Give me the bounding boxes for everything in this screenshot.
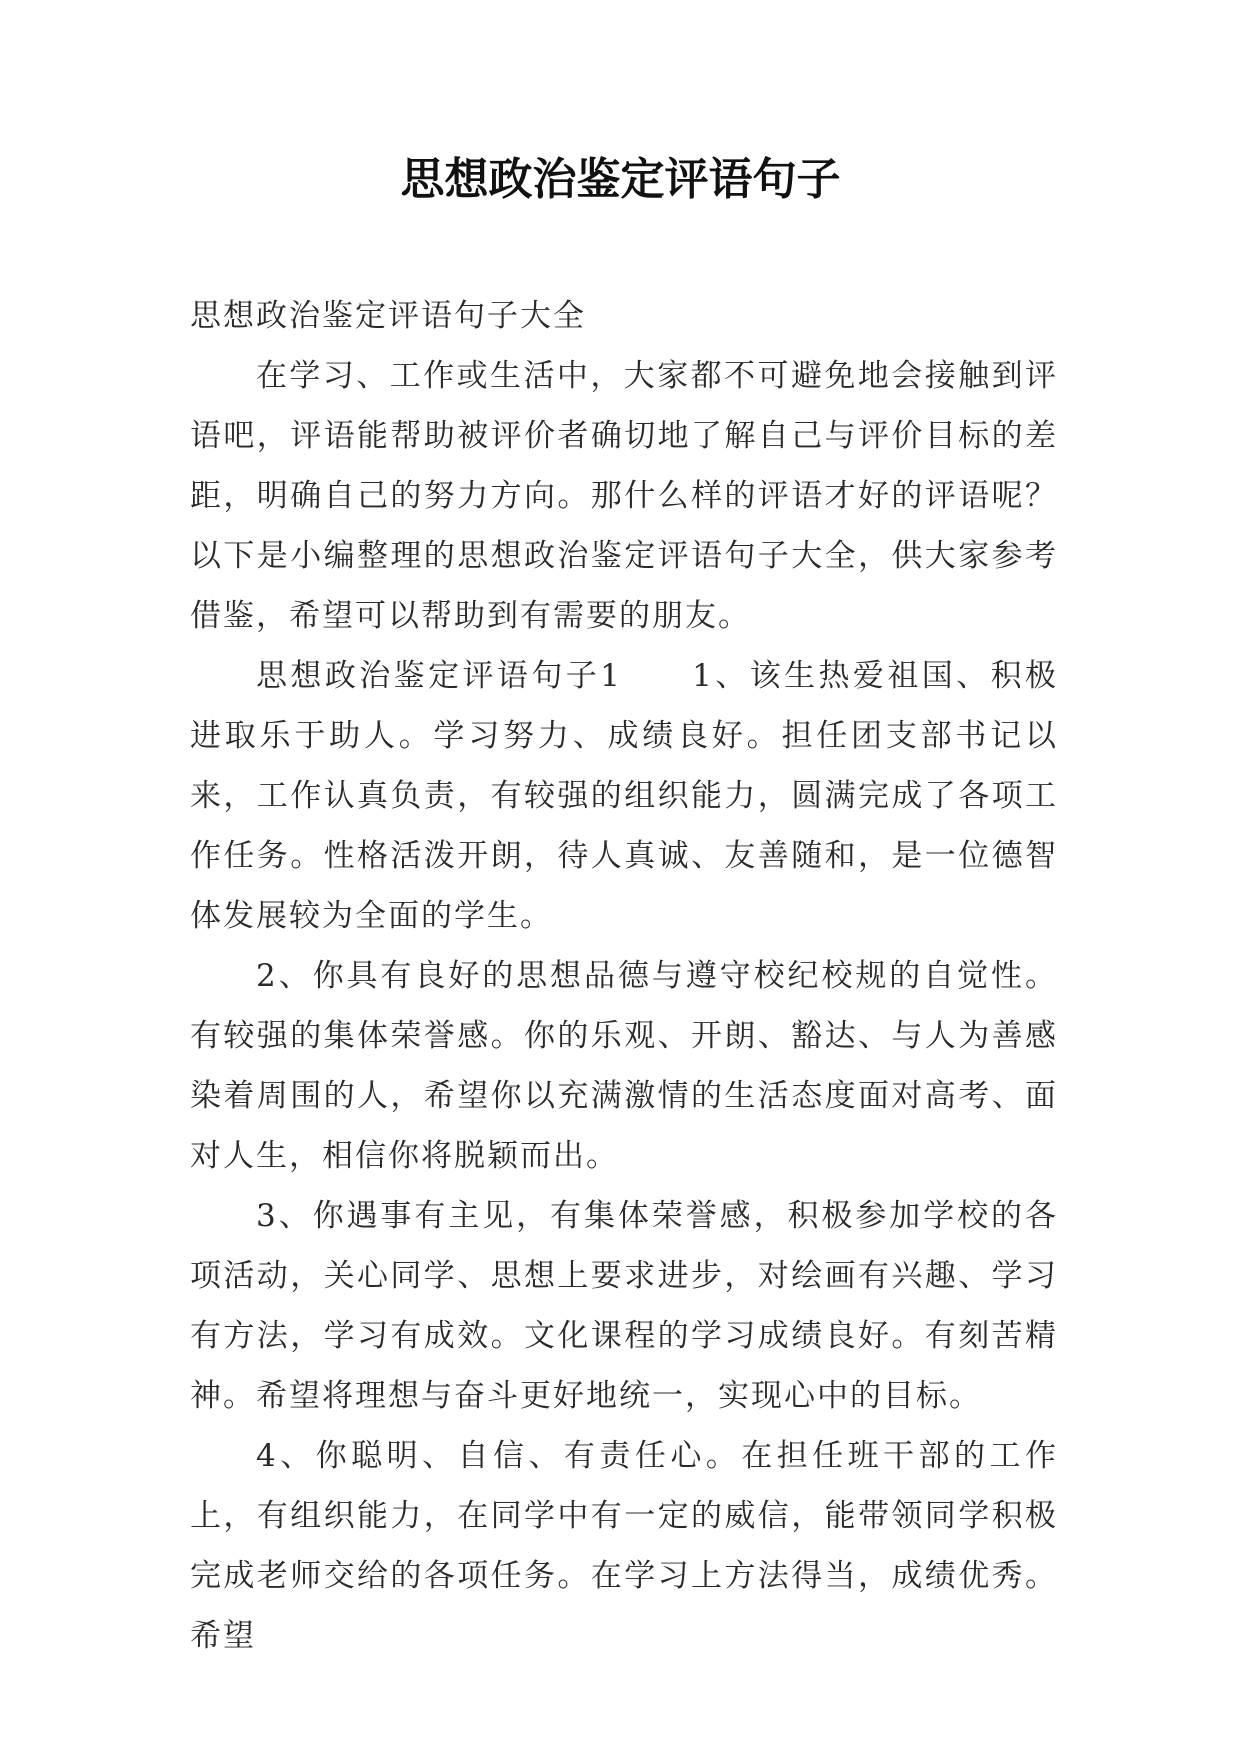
document-subtitle: 思想政治鉴定评语句子大全 [190, 298, 586, 334]
comment-paragraph-3: 3、你遇事有主见，有集体荣誉感，积极参加学校的各项活动，关心同学、思想上要求进步，对绘画有兴趣、学习有方法，学习有成效。文化课程的学习成绩良好。有刻苦精神。希望将理想与奋斗更好地统一，实现心中的目标。 [190, 1198, 1058, 1414]
comment-paragraph-4: 4、你聪明、自信、有责任心。在担任班干部的工作上，有组织能力，在同学中有一定的威信，能带领同学积极完成老师交给的各项任务。在学习上方法得当，成绩优秀。希望 [190, 1438, 1058, 1654]
document-title: 思想政治鉴定评语句子 [400, 154, 841, 205]
document-body [190, 286, 1058, 1666]
comment-paragraph-1: 思想政治鉴定评语句子1 1、该生热爱祖国、积极进取乐于助人。学习努力、成绩良好。担任团支部书记以来，工作认真负责，有较强的组织能力，圆满完成了各项工作任务。性格活泼开朗，待人真诚、友善随和，是一位德智体发展较为全面的学生。 [190, 658, 1058, 934]
intro-paragraph: 在学习、工作或生活中，大家都不可避免地会接触到评语吧，评语能帮助被评价者确切地了解自己与评价目标的差距，明确自己的努力方向。那什么样的评语才好的评语呢？以下是小编整理的思想政治鉴定评语句子大全，供大家参考借鉴，希望可以帮助到有需要的朋友。 [190, 358, 1058, 634]
comment-paragraph-2: 2、你具有良好的思想品德与遵守校纪校规的自觉性。有较强的集体荣誉感。你的乐观、开朗、豁达、与人为善感染着周围的人，希望你以充满激情的生活态度面对高考、面对人生，相信你将脱颖而出。 [190, 958, 1058, 1174]
